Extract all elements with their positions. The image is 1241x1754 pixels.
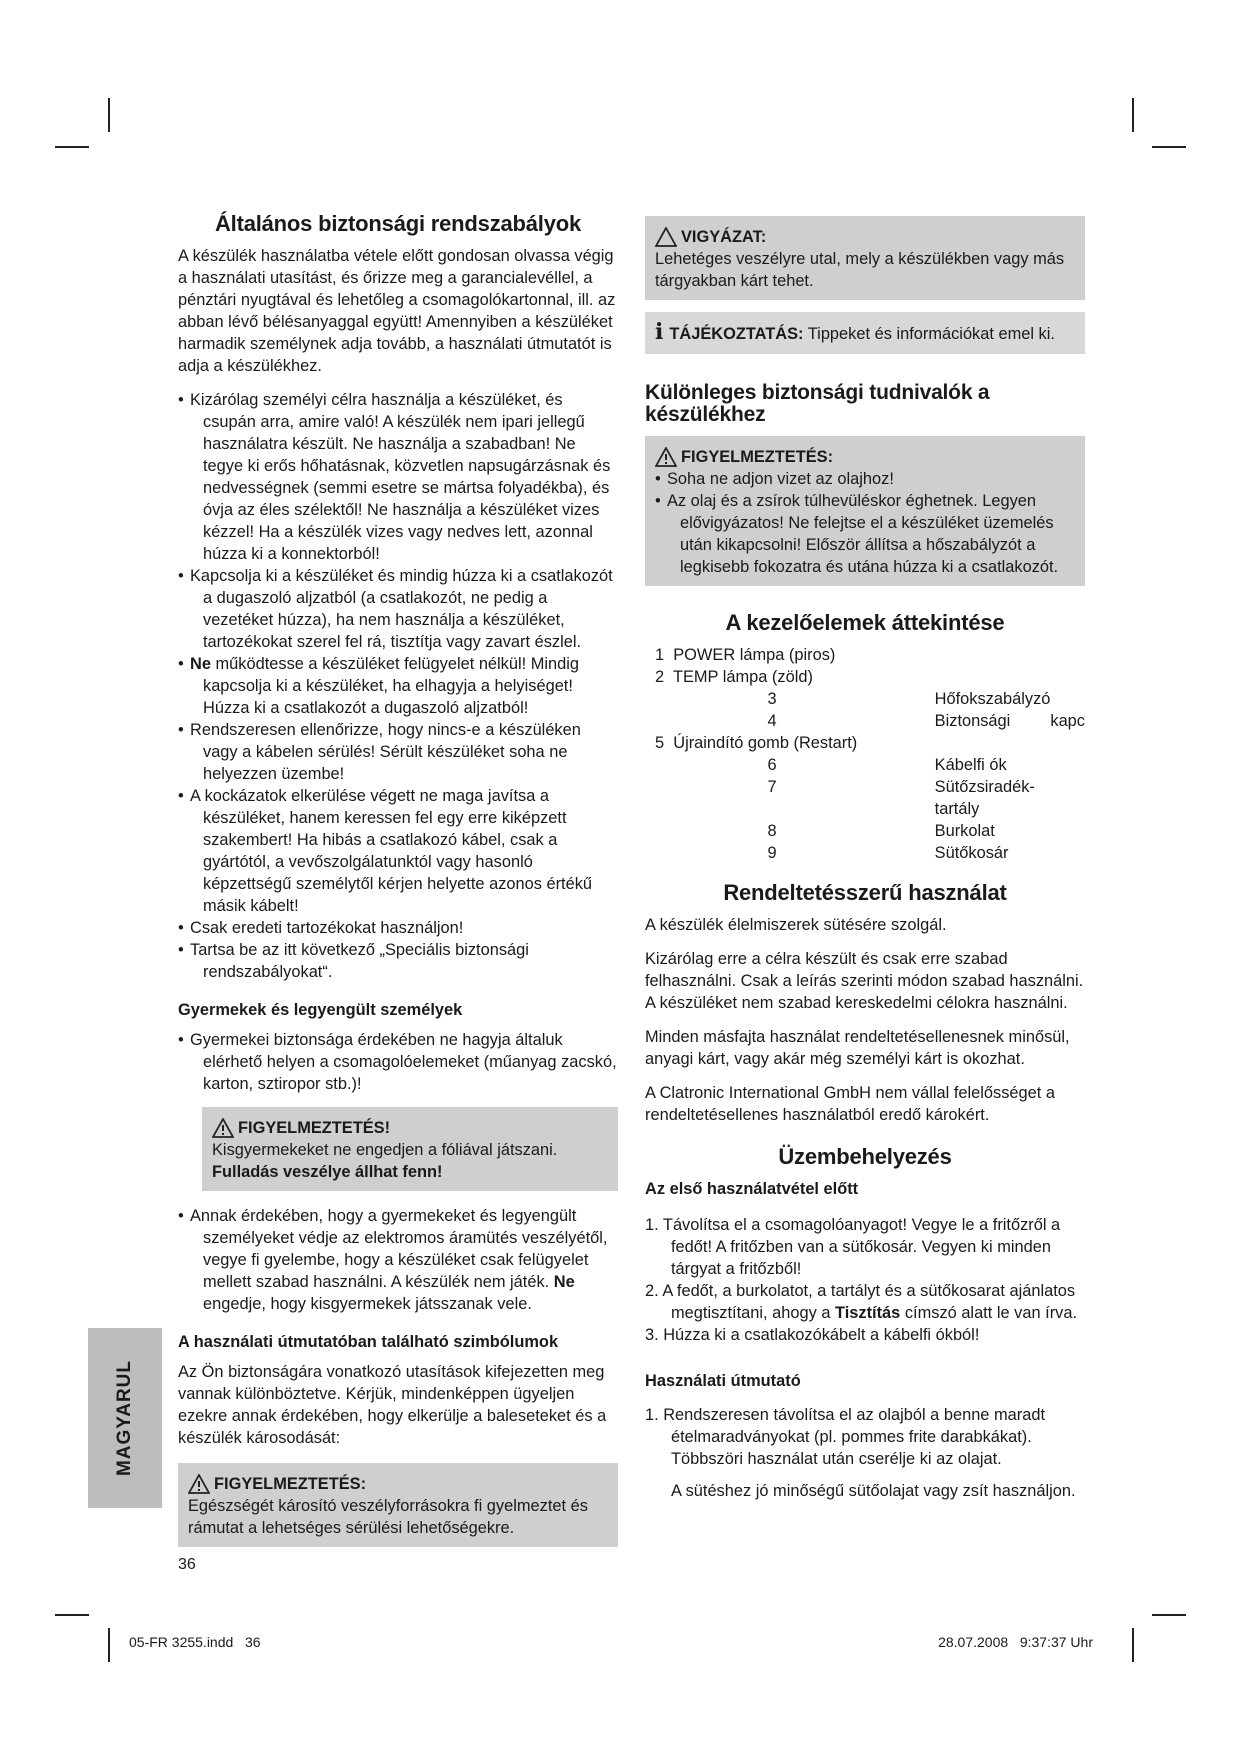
usage-heading: Rendeltetésszerű használat	[723, 880, 1007, 905]
symbols-paragraph: Az Ön biztonságára vonatkozó utasítások kifejezetten meg vannak különböztetve. Kérjük, mindenképpen ügyeljen ezekre annak érdekében, hogy elkerülje a baleseteket és a készülék károsodását:	[178, 1363, 607, 1447]
symbols-heading: A használati útmutatóban található szimbólumok	[178, 1333, 559, 1351]
warning-box	[178, 1463, 618, 1547]
special-safety-heading: Különleges biztonsági tudnivalók a készülékhez	[645, 381, 990, 426]
caution-title: VIGYÁZAT:	[655, 226, 1075, 248]
language-tab	[88, 1328, 162, 1508]
warning-list	[655, 468, 1075, 578]
table-row: 4 Biztonsági kapc	[767, 712, 1085, 730]
table-row: 3 Hőfokszabályzó	[767, 690, 1051, 708]
list-item: • Rendszeresen ellenőrizze, hogy nincs-e a készüléken vagy a kábelen sérülés! Sérült készüléket soha ne helyezzen üzembe!	[178, 719, 618, 785]
list-item: • Gyermekei biztonsága érdekében ne hagyja általuk elérhető helyen a csomagolóelemeket (műanyag zacskó, karton, sztiropor stb.)!	[178, 1029, 618, 1095]
setup-heading: Üzembehelyezés	[778, 1144, 952, 1169]
list-item: • Kizárólag személyi célra használja a készüléket, és csupán arra, amire való! A készülék nem ipari jellegű használatra készült. Ne használja a szabadban! Ne tegye ki erős hőhatásnak, közvetlen napsugárzásnak és nedvességnek (semmi esetre se mártsa folyadékba), és óvja az éles szélektől! Ne használja a készüléket vizes kézzel! Ha a készülék vizes vagy nedves lett, azonnal húzza ki a konnektorból!	[178, 389, 618, 565]
crop-mark	[1152, 146, 1186, 148]
footer-timestamp: 28.07.2008 9:37:37 Uhr	[938, 1634, 1093, 1650]
caution-box	[645, 216, 1085, 300]
table-row: 5 Újraindító gomb (Restart)	[655, 734, 858, 752]
warning-title: FIGYELMEZTETÉS:	[655, 446, 1075, 468]
guide-note: A sütéshez jó minőségű sütőolajat vagy zsít használjon.	[671, 1482, 1076, 1500]
table-row: 2 TEMP lámpa (zöld)	[655, 668, 813, 686]
usage-paragraph: Minden másfajta használat rendeltetésellenesnek minősül, anyagi kárt, vagy akár még személyi kárt is okozhat.	[645, 1028, 1070, 1068]
guide-heading: Használati útmutató	[645, 1372, 801, 1390]
crop-mark	[55, 146, 89, 148]
controls-heading: A kezelőelemek áttekintése	[725, 610, 1005, 635]
crop-mark	[1132, 1628, 1134, 1662]
caution-triangle-icon	[655, 227, 677, 247]
left-column	[178, 213, 618, 1561]
general-safety-heading: Általános biztonsági rendszabályok	[214, 211, 582, 236]
first-use-steps	[645, 1214, 1085, 1346]
table-row: 7 Sütőzsiradék-tartály	[767, 778, 1035, 818]
info-icon: i	[655, 319, 664, 345]
table-row: 6 Kábelfi ók	[767, 756, 1007, 774]
crop-mark	[1152, 1614, 1186, 1616]
table-row: 9 Sütőkosár	[767, 844, 1009, 862]
warning-title: FIGYELMEZTETÉS!	[212, 1117, 608, 1139]
caution-text: Lehetéges veszélyre utal, mely a készülékben vagy más tárgyakban kárt tehet.	[655, 250, 1065, 290]
list-item: • Kapcsolja ki a készüléket és mindig húzza ki a csatlakozót a dugaszoló aljzatból (a csatlakozót, ne pedig a vezetéket húzza), ha nem használja a készüléket, tartozékokat szerel fel rá, tisztítja vagy zavart észlel.	[178, 565, 618, 653]
usage-paragraph: A Clatronic International GmbH nem vállal felelősséget a rendeltetésellenes használatból eredő károkért.	[645, 1084, 1055, 1124]
page-number: 36	[178, 1556, 196, 1573]
children-list-2	[178, 1205, 618, 1315]
crop-mark	[1132, 98, 1134, 132]
warning-triangle-icon	[212, 1118, 234, 1138]
warning-title: FIGYELMEZTETÉS:	[188, 1473, 608, 1495]
list-item: 1. Rendszeresen távolítsa el az olajból a benne maradt ételmaradványokat (pl. pommes frite darabkákat). Többszöri használat után cserélje ki az olajat.	[645, 1406, 1045, 1468]
guide-steps	[645, 1404, 1085, 1470]
warning-text: Egészségét károsító veszélyforrásokra fi gyelmeztet és rámutat a lehetséges sérülési lehetőségekre.	[188, 1497, 588, 1537]
list-item: • Annak érdekében, hogy a gyermekeket és legyengült személyeket védje az elektromos áramütés veszélyétől, vegye fi gyelembe, hogy a készüléket csak felügyelet mellett szabad használni. A készülék nem játék. Ne engedje, hogy kisgyermekek játsszanak vele.	[178, 1205, 618, 1315]
list-item: • A kockázatok elkerülése végett ne maga javítsa a készüléket, hanem keressen fel egy erre kiképzett szakembert! Ha hibás a csatlakozó kábel, csak a gyártótól, a vevőszolgálatunktól vagy hasonló képzettségű személytől kérjen helyette azonos értékű másik kábelt!	[178, 785, 618, 917]
usage-paragraph: Kizárólag erre a célra készült és csak erre szabad felhasználni. Csak a leírás szerinti módon szabad használni. A készüléket nem szabad kereskedelmi célokra használni.	[645, 950, 1084, 1012]
crop-mark	[108, 98, 110, 132]
children-list	[178, 1029, 618, 1095]
list-item: • Tartsa be az itt következő „Speciális biztonsági rendszabályokat“.	[178, 939, 618, 983]
info-box: i TÁJÉKOZTATÁS: Tippeket és információkat emel ki.	[645, 312, 1085, 354]
usage-paragraph: A készülék élelmiszerek sütésére szolgál.	[645, 916, 947, 934]
table-row: 1 POWER lámpa (piros)	[655, 646, 836, 664]
list-item: • Soha ne adjon vizet az olajhoz!	[655, 468, 1075, 490]
warning-box	[645, 436, 1085, 586]
warning-text: Kisgyermekeket ne engedjen a fóliával játszani. Fulladás veszélye állhat fenn!	[212, 1141, 558, 1181]
list-item: • Az olaj és a zsírok túlhevüléskor éghetnek. Legyen elővigyázatos! Ne felejtse el a készüléket üzemelés után kikapcsolni! Először állítsa a hőszabályzót a legkisebb fokozatra és utána húzza ki a csatlakozót.	[655, 490, 1075, 578]
warning-box	[202, 1107, 618, 1191]
table-row: 8 Burkolat	[767, 822, 995, 840]
parts-table	[645, 644, 1085, 864]
list-item: • Ne működtesse a készüléket felügyelet nélkül! Mindig kapcsolja ki a készüléket, ha elhagyja a helyiséget! Húzza ki a csatlakozót a dugaszoló aljzatból!	[178, 653, 618, 719]
footer-file: 05-FR 3255.indd 36	[129, 1634, 261, 1650]
crop-mark	[108, 1628, 110, 1662]
list-item: 1. Távolítsa el a csomagolóanyagot! Vegye le a fritőzről a fedőt! A fritőzben van a sütőkosár. Vegyen ki minden tárgyat a fritőzből!	[645, 1216, 1061, 1278]
children-heading: Gyermekek és legyengült személyek	[178, 1001, 463, 1019]
list-item: 3. Húzza ki a csatlakozókábelt a kábelfi ókból!	[645, 1326, 980, 1344]
warning-triangle-icon	[655, 447, 677, 467]
language-tab-label: MAGYARUL	[114, 1359, 135, 1477]
crop-mark	[55, 1614, 89, 1616]
list-item: • Csak eredeti tartozékokat használjon!	[178, 917, 618, 939]
intro-paragraph: A készülék használatba vétele előtt gondosan olvassa végig a használati utasítást, és őrizze meg a garancialevéllel, a pénztári nyugtával és lehetőleg a csomagolókartonnal, ill. az abban lévő bélésanyaggal együtt! Amennyiben a készüléket harmadik személynek adja tovább, a használati útmutatót is adja a készülékhez.	[178, 247, 616, 375]
warning-triangle-icon	[188, 1474, 210, 1494]
first-use-heading: Az első használatvétel előtt	[645, 1180, 859, 1198]
list-item: 2. A fedőt, a burkolatot, a tartályt és a sütőkosarat ajánlatos megtisztítani, ahogy a Tisztítás címszó alatt le van írva.	[645, 1282, 1078, 1322]
safety-list	[178, 389, 618, 983]
right-column	[645, 216, 1085, 1514]
